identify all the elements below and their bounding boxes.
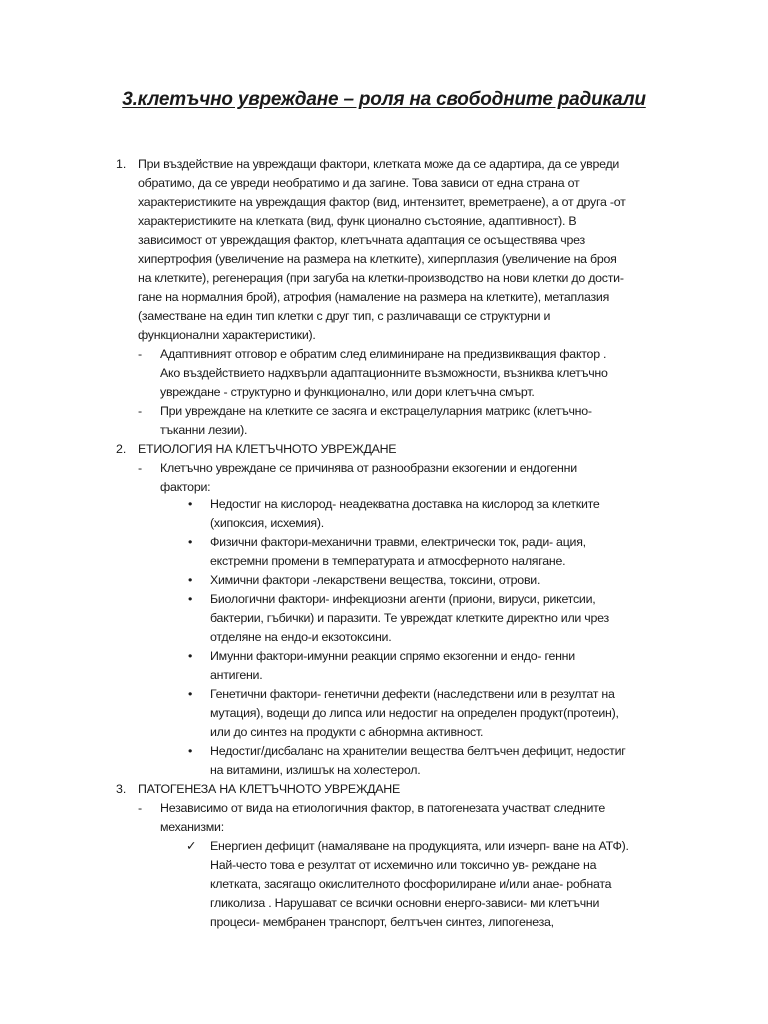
section-2-intro (160, 459, 577, 497)
bullet-line: антигени. (210, 668, 263, 682)
bullet-line: или до синтез на продукти с абнормна активност. (210, 725, 484, 739)
bullet-line: отделяне на ендо-и екзотоксини. (210, 630, 392, 644)
section-heading: ЕТИОЛОГИЯ НА КЛЕТЪЧНОТО УВРЕЖДАНЕ (138, 442, 397, 456)
bullet-item-immune (210, 647, 575, 685)
page-title: 3.клетъчно увреждане – роля на свободните радикали (122, 89, 646, 110)
check-item-energy-deficit (210, 837, 629, 932)
check-line: процеси- мембранен транспорт, белтъчен синтез, липогенеза, (210, 915, 554, 929)
bullet-line: Недостиг на кислород- неадекватна доставка на кислород за клетките (210, 497, 600, 511)
bullet-line: на витамини, излишък на холестерол. (210, 763, 421, 777)
bullet-marker: • (188, 649, 193, 663)
subitem-line: При увреждане на клетките се засяга и екстрацелуларния матрикс (клетъчно- (160, 404, 592, 418)
section-1-paragraph (138, 155, 626, 345)
bullet-item-oxygen (210, 495, 600, 533)
bullet-line: Имунни фактори-имунни реакции спрямо екзогенни и ендо- генни (210, 649, 575, 663)
intro-line: фактори: (160, 480, 211, 494)
paragraph-line: хипертрофия (увеличение на размера на клетките), хиперплазия (увеличение на броя (138, 252, 617, 266)
subitem-line: Ако въздействието надхвърли адаптационните възможности, възниква клетъчно (160, 366, 608, 380)
paragraph-line: характеристиките на увреждащия фактор (вид, интензитет, времетраене), а от друга -от (138, 195, 626, 209)
bullet-item-physical (210, 533, 586, 571)
section-1-subitem-1 (160, 345, 608, 402)
paragraph-line: характеристиките на клетката (вид, функ ционално състояние, адаптивност). В (138, 214, 577, 228)
section-2-heading (138, 440, 396, 459)
paragraph-line: функционални характеристики). (138, 328, 316, 342)
dash-marker: - (138, 801, 143, 815)
bullet-line: екстремни промени в температурата и атмосферното налягане. (210, 554, 566, 568)
paragraph-line: обратимо, да се увреди необратимо и да загине. Това зависи от една страна от (138, 176, 580, 190)
section-3-number: 3. (116, 782, 127, 796)
dash-marker: - (138, 404, 143, 418)
bullet-marker: • (188, 573, 193, 587)
paragraph-line: (заместване на един тип клетки с друг тип, с различаващи се структурни и (138, 309, 551, 323)
paragraph-line: При въздействие на увреждащи фактори, клетката може да се адартира, да се увреди (138, 157, 620, 171)
paragraph-line: гане на нормалния брой), атрофия (намаление на размера на клетките), метаплазия (138, 290, 610, 304)
dash-marker: - (138, 347, 143, 361)
section-1-number: 1. (116, 157, 127, 171)
intro-line: Независимо от вида на етиологичния фактор, в патогенезата участват следните (160, 801, 606, 815)
bullet-line: мутация), водещи до липса или недостиг на определен продукт(протеин), (210, 706, 619, 720)
check-line: гликолиза . Нарушават се всички основни енерго-зависи- ми клетъчни (210, 896, 600, 910)
subitem-line: Адаптивният отговор е обратим след елиминиране на предизвикващия фактор . (160, 347, 607, 361)
bullet-line: Биологични фактори- инфекциозни агенти (приони, вируси, рикетсии, (210, 592, 596, 606)
section-3-heading (138, 780, 400, 799)
intro-line: Клетъчно увреждане се причинява от разнообразни екзогении и ендогенни (160, 461, 577, 475)
intro-line: механизми: (160, 820, 224, 834)
bullet-marker: • (188, 535, 193, 549)
section-heading: ПАТОГЕНЕЗА НА КЛЕТЪЧНОТО УВРЕЖДАНЕ (138, 782, 401, 796)
bullet-line: Физични фактори-механични травми, електрически ток, ради- ация, (210, 535, 586, 549)
check-line: клетката, засягащо окислителното фосфорилиране и/или анае- робната (210, 877, 612, 891)
bullet-line: (хипоксия, исхемия). (210, 516, 324, 530)
section-2-number: 2. (116, 442, 127, 456)
check-line: Най-често това е резултат от исхемично или токсично ув- реждане на (210, 858, 597, 872)
section-1-subitem-2 (160, 402, 592, 440)
bullet-item-genetic (210, 685, 619, 742)
bullet-item-nutrition (210, 742, 626, 780)
bullet-line: бактерии, гъбички) и паразити. Те увреждат клетките директно или чрез (210, 611, 609, 625)
bullet-marker: • (188, 687, 193, 701)
bullet-line: Недостиг/дисбаланс на хранителии вещества белтъчен дефицит, недостиг (210, 744, 626, 758)
checkmark-icon: ✓ (186, 839, 197, 853)
check-line: Енергиен дефицит (намаляване на продукцията, или изчерп- ване на АТФ). (210, 839, 629, 853)
bullet-item-chemical (210, 571, 540, 590)
section-3-intro (160, 799, 605, 837)
paragraph-line: на клетките), регенерация (при загуба на клетки-производство на нови клетки до дости- (138, 271, 624, 285)
paragraph-line: зависимост от увреждащия фактор, клетъчната адаптация се осъществява чрез (138, 233, 585, 247)
bullet-item-biological (210, 590, 609, 647)
subitem-line: тъканни лезии). (160, 423, 248, 437)
bullet-marker: • (188, 497, 193, 511)
bullet-marker: • (188, 744, 193, 758)
dash-marker: - (138, 461, 143, 475)
bullet-marker: • (188, 592, 193, 606)
bullet-line: Генетични фактори- генетични дефекти (наследствени или в резултат на (210, 687, 615, 701)
bullet-line: Химични фактори -лекарствени вещества, токсини, отрови. (210, 573, 541, 587)
subitem-line: увреждане - структурно и функционално, или дори клетъчна смърт. (160, 385, 535, 399)
